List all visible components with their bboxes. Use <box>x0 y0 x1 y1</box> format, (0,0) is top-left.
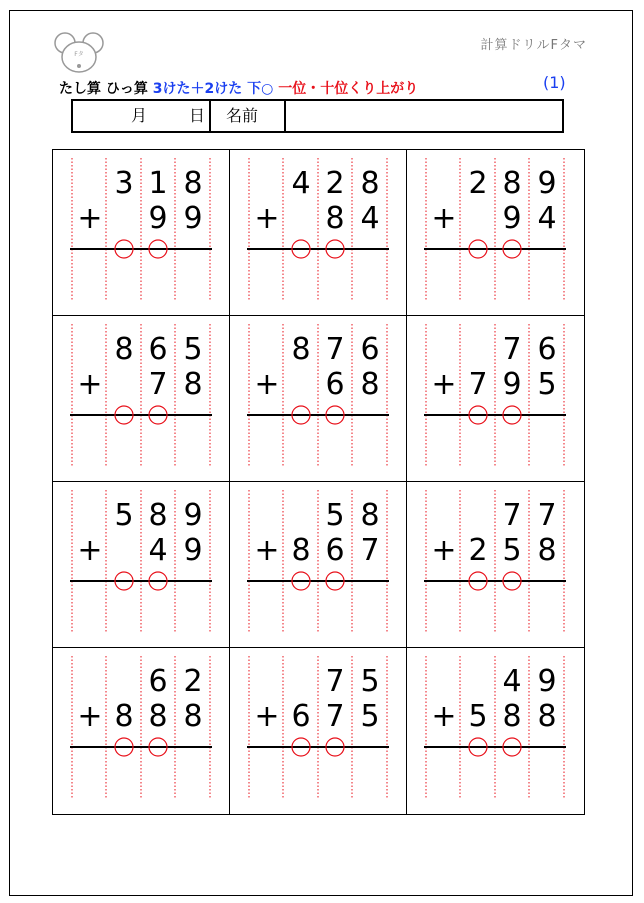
plus-sign: + <box>431 699 457 734</box>
top-digit: 8 <box>291 332 311 367</box>
bottom-digit: 8 <box>291 533 311 568</box>
bottom-digit: 8 <box>537 699 557 734</box>
plus-sign: + <box>254 367 280 402</box>
bottom-digit: 5 <box>502 533 522 568</box>
problem-card <box>230 482 407 648</box>
problem-card <box>53 482 230 648</box>
plus-sign: + <box>431 367 457 402</box>
bottom-digit: 6 <box>325 367 345 402</box>
top-digit: 8 <box>183 166 203 201</box>
bottom-digit: 9 <box>502 367 522 402</box>
problem-figure <box>407 150 584 316</box>
problem-grid <box>52 149 585 815</box>
bottom-digit: 8 <box>502 699 522 734</box>
top-digit: 6 <box>537 332 557 367</box>
plus-sign: + <box>77 367 103 402</box>
name-label: 名前 <box>226 106 259 125</box>
bottom-digit: 9 <box>183 201 203 236</box>
logo-text: Fタ <box>74 51 84 58</box>
day-label: 日 <box>189 106 206 125</box>
top-digit: 7 <box>325 664 345 699</box>
bottom-digit: 8 <box>325 201 345 236</box>
bottom-digit: 7 <box>360 533 380 568</box>
bottom-digit: 5 <box>468 699 488 734</box>
problem-figure <box>53 150 230 316</box>
mouse-logo-icon <box>53 30 105 74</box>
top-digit: 5 <box>183 332 203 367</box>
top-digit: 8 <box>114 332 134 367</box>
problem-card <box>407 316 584 482</box>
plus-sign: + <box>77 533 103 568</box>
worksheet-title <box>59 78 418 98</box>
top-digit: 2 <box>325 166 345 201</box>
bottom-digit: 6 <box>291 699 311 734</box>
top-digit: 3 <box>114 166 134 201</box>
bottom-digit: 4 <box>537 201 557 236</box>
bottom-digit: 8 <box>114 699 134 734</box>
problem-card <box>407 482 584 648</box>
top-digit: 6 <box>360 332 380 367</box>
top-digit: 7 <box>502 332 522 367</box>
top-digit: 8 <box>502 166 522 201</box>
divider <box>284 101 286 131</box>
problem-figure <box>407 482 584 648</box>
plus-sign: + <box>77 201 103 236</box>
top-digit: 5 <box>325 498 345 533</box>
problem-figure <box>230 648 407 814</box>
top-digit: 9 <box>537 664 557 699</box>
bottom-digit: 8 <box>360 367 380 402</box>
bottom-digit: 8 <box>183 699 203 734</box>
plus-sign: + <box>77 699 103 734</box>
bottom-digit: 7 <box>148 367 168 402</box>
bottom-digit: 4 <box>148 533 168 568</box>
name-date-box <box>71 99 564 133</box>
top-digit: 1 <box>148 166 168 201</box>
plus-sign: + <box>254 533 280 568</box>
month-label: 月 <box>131 106 148 125</box>
problem-figure <box>53 316 230 482</box>
top-digit: 2 <box>468 166 488 201</box>
problem-figure <box>407 648 584 814</box>
problem-card <box>407 150 584 316</box>
top-digit: 4 <box>502 664 522 699</box>
bottom-digit: 7 <box>468 367 488 402</box>
bottom-digit: 7 <box>325 699 345 734</box>
bottom-digit: 8 <box>148 699 168 734</box>
title-operation: たし算 ひっ算 <box>59 81 148 97</box>
problem-card <box>53 316 230 482</box>
title-carry: 一位・十位くり上がり <box>278 81 419 97</box>
problem-card <box>53 648 230 814</box>
top-digit: 2 <box>183 664 203 699</box>
bottom-digit: 6 <box>325 533 345 568</box>
problem-figure <box>230 150 407 316</box>
top-digit: 8 <box>360 498 380 533</box>
top-digit: 5 <box>360 664 380 699</box>
problem-card <box>407 648 584 814</box>
bottom-digit: 8 <box>183 367 203 402</box>
top-digit: 9 <box>183 498 203 533</box>
problem-card <box>230 316 407 482</box>
bottom-digit: 2 <box>468 533 488 568</box>
bottom-digit: 9 <box>148 201 168 236</box>
divider <box>209 101 211 131</box>
problem-figure <box>230 316 407 482</box>
brand-name: 計算ドリルFタマ <box>480 38 587 53</box>
top-digit: 7 <box>502 498 522 533</box>
top-digit: 7 <box>537 498 557 533</box>
problem-figure <box>53 648 230 814</box>
top-digit: 9 <box>537 166 557 201</box>
plus-sign: + <box>254 201 280 236</box>
top-digit: 6 <box>148 332 168 367</box>
top-digit: 4 <box>291 166 311 201</box>
top-digit: 7 <box>325 332 345 367</box>
top-digit: 8 <box>360 166 380 201</box>
problem-number: (1) <box>543 73 566 92</box>
problem-figure <box>230 482 407 648</box>
title-digits: 3けた＋2けた 下○ <box>152 81 274 97</box>
bottom-digit: 8 <box>537 533 557 568</box>
problem-card <box>53 150 230 316</box>
problem-card <box>230 648 407 814</box>
top-digit: 6 <box>148 664 168 699</box>
bottom-digit: 4 <box>360 201 380 236</box>
plus-sign: + <box>254 699 280 734</box>
bottom-digit: 9 <box>502 201 522 236</box>
top-digit: 5 <box>114 498 134 533</box>
problem-figure <box>53 482 230 648</box>
bottom-digit: 5 <box>537 367 557 402</box>
bottom-digit: 9 <box>183 533 203 568</box>
bottom-digit: 5 <box>360 699 380 734</box>
plus-sign: + <box>431 201 457 236</box>
problem-card <box>230 150 407 316</box>
plus-sign: + <box>431 533 457 568</box>
problem-figure <box>407 316 584 482</box>
top-digit: 8 <box>148 498 168 533</box>
